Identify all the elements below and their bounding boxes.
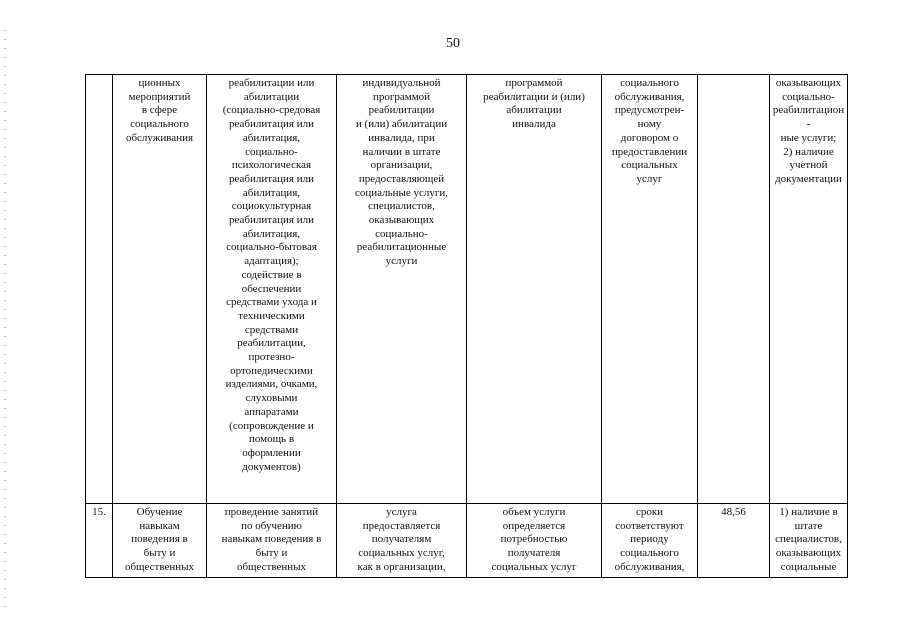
service-terms-cell: социального обслуживания, предусмотрен- ному договором о предоставлении социальных услуг xyxy=(602,75,698,504)
table-row xyxy=(86,504,848,578)
quality-indicators-cell: 1) наличие в штате специалистов, оказывающих социальные xyxy=(770,504,848,578)
row-number-cell xyxy=(86,75,113,504)
service-name-cell: ционных мероприятий в сфере социального обслуживания xyxy=(113,75,207,504)
scan-margin-dots xyxy=(4,30,6,610)
service-terms-cell: сроки соответствуют периоду социального обслуживания, xyxy=(602,504,698,578)
table-row xyxy=(86,75,848,504)
service-name-cell: Обучение навыкам поведения в быту и общественных xyxy=(113,504,207,578)
service-provision-cell: индивидуальной программой реабилитации и (или) абилитации инвалида, при наличии в штате организации, предоставляющей социальные услуги, специалистов, оказывающих социально- реабилитационные услуги xyxy=(337,75,467,504)
tariff-cell: 48,56 xyxy=(698,504,770,578)
quality-indicators-cell: оказывающих социально- реабилитацион- ные услуги; 2) наличие учетной документации xyxy=(770,75,848,504)
page-number: 50 xyxy=(446,36,460,51)
service-description-cell: реабилитации или абилитации (социально-средовая реабилитация или абилитация, социально- психологическая реабилитация или абилитация, социокультурная реабилитация или абилитация, социально-бытовая адаптация); содействие в обеспечении средствами ухода и техническими средствами реабилитации, протезно- ортопедическими изделиями, очками, слуховыми аппаратами (сопровождение и помощь в оформлении документов) xyxy=(207,75,337,504)
service-provision-cell: услуга предоставляется получателям социальных услуг, как в организации, xyxy=(337,504,467,578)
service-volume-cell: объем услуги определяется потребностью получателя социальных услуг xyxy=(467,504,602,578)
row-number-cell: 15. xyxy=(86,504,113,578)
service-description-cell: проведение занятий по обучению навыкам поведения в быту и общественных xyxy=(207,504,337,578)
service-volume-cell: программой реабилитации и (или) абилитации инвалида xyxy=(467,75,602,504)
services-table xyxy=(85,74,848,578)
tariff-cell xyxy=(698,75,770,504)
